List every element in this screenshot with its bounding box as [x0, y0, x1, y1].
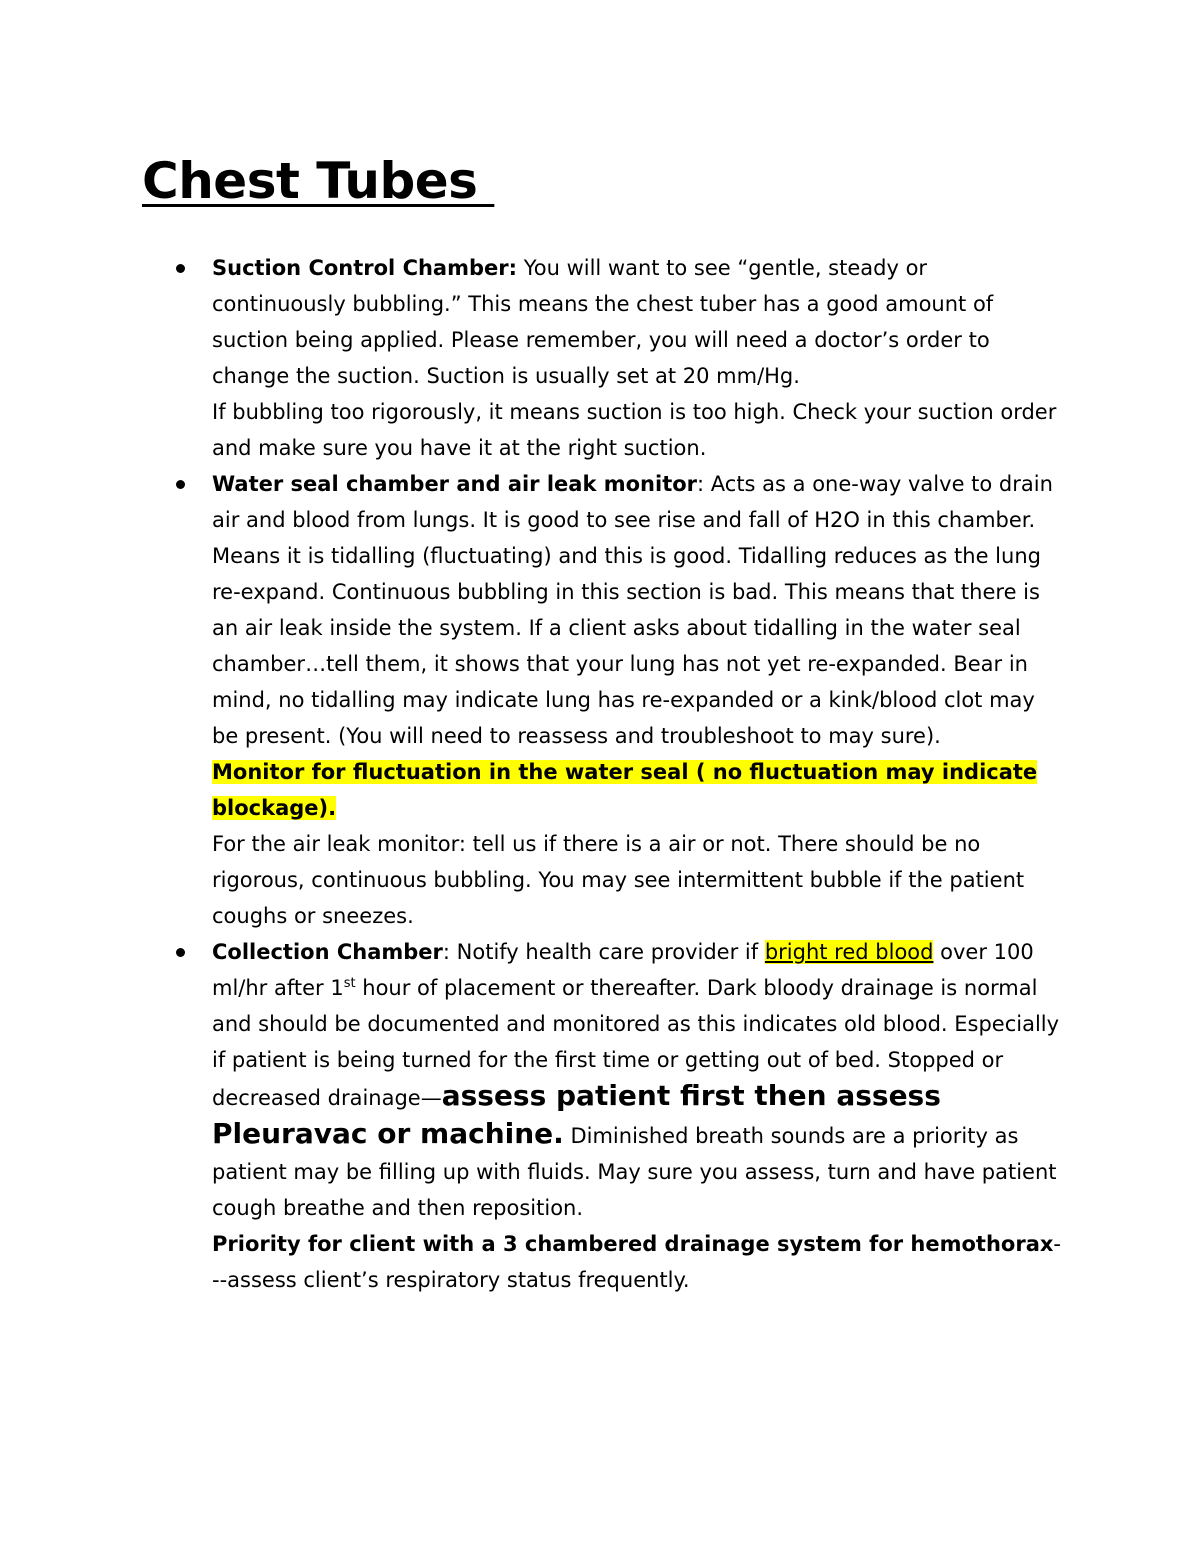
item-paragraph: [212, 1226, 1062, 1298]
item-label: Collection Chamber: [212, 940, 443, 964]
item-text: hour of placement or thereafter. Dark bloody drainage is normal and should be documented and monitored as this indicates old blood. Especially if patient is being turned for the first time or getting out of bed. Stopped or decreased drainage—: [212, 976, 1060, 1110]
priority-text: ---assess client’s respiratory status frequently.: [212, 1232, 1061, 1292]
item-text: You will want to see “gentle, steady or continuously bubbling.” This means the chest tuber has a good amount of suction being applied. Please remember, you will need a doctor’s order to change the suction. Suction is usually set at 20 mm/Hg.: [212, 256, 994, 388]
bullet-icon: [176, 948, 185, 957]
emphasis-text: assess patient first then assess Pleuravac or machine.: [212, 1079, 941, 1150]
bullet-icon: [176, 264, 185, 273]
item-paragraph: [212, 754, 1062, 826]
item-paragraph: If bubbling too rigorously, it means suction is too high. Check your suction order and make sure you have it at the right suction.: [212, 400, 1057, 460]
priority-label: Priority for client with a 3 chambered drainage system for hemothorax: [212, 1232, 1054, 1256]
highlighted-note: Monitor for fluctuation in the water seal ( no fluctuation may indicate blockage).: [212, 760, 1038, 820]
item-paragraph: [212, 250, 1062, 394]
item-label: Suction Control Chamber:: [212, 256, 518, 280]
item-text: Diminished breath sounds are a priority as patient may be filling up with fluids. May sure you assess, turn and have patient cough breathe and then reposition.: [212, 1124, 1057, 1220]
item-paragraph: [212, 466, 1062, 754]
list-item-water-seal: [0, 466, 1062, 934]
highlighted-link-text: bright red blood: [764, 940, 934, 964]
page-title: Chest Tubes: [142, 152, 495, 210]
list-item-collection-chamber: [0, 934, 1062, 1298]
bullet-icon: [176, 480, 185, 489]
item-text: over 100 ml/hr after 1: [212, 940, 1034, 1000]
item-paragraph: For the air leak monitor: tell us if there is a air or not. There should be no rigorous, continuous bubbling. You may see intermittent bubble if the patient coughs or sneezes.: [212, 832, 1025, 928]
superscript: st: [343, 976, 356, 991]
item-paragraph: [212, 934, 1062, 1226]
item-label: Water seal chamber and air leak monitor: [212, 472, 698, 496]
item-text: : Notify health care provider if: [442, 940, 765, 964]
bullet-list: [0, 250, 1200, 1298]
item-text: : Acts as a one-way valve to drain air and blood from lungs. It is good to see rise and fall of H2O in this chamber. Means it is tidalling (fluctuating) and this is good. Tidalling reduces as the lung re-expand. Continuous bubbling in this section is bad. This means that there is an air leak inside the system. If a client asks about tidalling in the water seal chamber…tell them, it shows that your lung has not yet re-expanded. Bear in mind, no tidalling may indicate lung has re-expanded or a kink/blood clot may be present. (You will need to reassess and troubleshoot to may sure).: [212, 472, 1053, 748]
list-item-suction-control: [0, 250, 1062, 466]
